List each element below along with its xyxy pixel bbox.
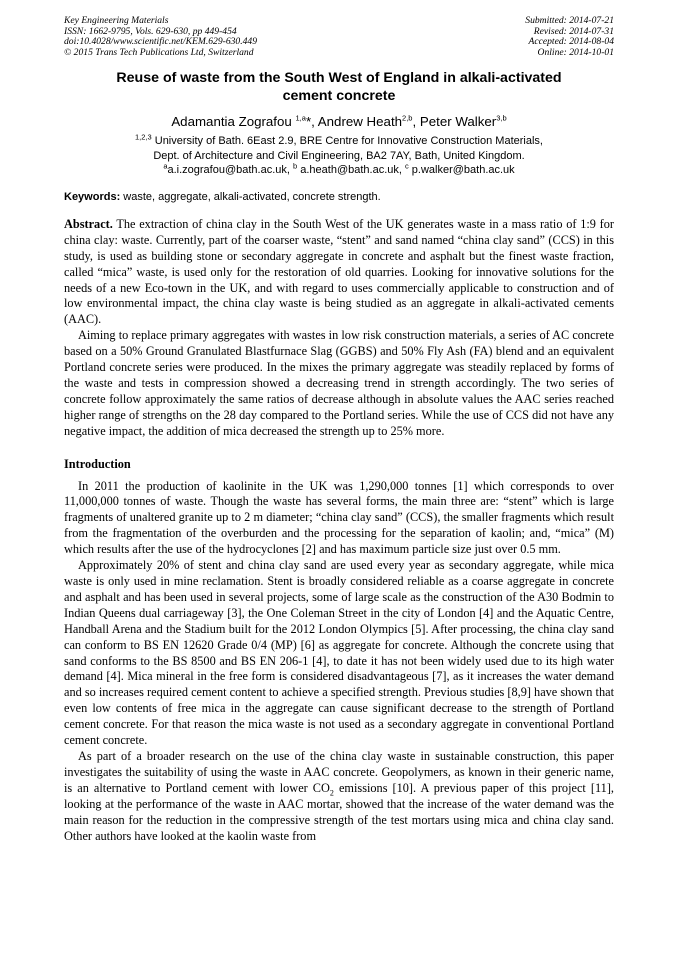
intro-paragraph-3-text-b: emissions [10]. A previous paper of this project [11], looking at the performance of the waste in AAC mortar, showed that the increase of the water demand was the main reason for the reduction in the compressive strength of the test mortars using mica and china clay sand. Other authors have looked at the kaolin waste from — [64, 780, 614, 843]
journal-info — [64, 16, 257, 58]
author-2-name: Andrew Heath — [317, 114, 403, 130]
journal-issn: ISSN: 1662-9795, Vols. 629-630, pp 449-454 — [64, 25, 237, 37]
journal-name: Key Engineering Materials — [64, 15, 169, 26]
abstract-paragraph-2: Aiming to replace primary aggregates with wastes in low risk construction materials, a series of AC concrete based on a 50% Ground Granulated Blastfurnace Slag (GGBS) and 50% Fly Ash (FA) blend and an equivalent Portland concrete series were produced. In the mixes the primary aggregate was steadily replaced by forms of the waste and tests in compression showed a decreasing trend in strength accordingly. The two series of concrete follow approximately the same ratios of decrease although in absolute values the AAC series reached higher range of strengths on the 28 day compared to the Portland series. While the use of CCS did not have any negative impact, the addition of mica decreased the strength up to 25% more. — [64, 328, 614, 438]
email-b-sup: b — [293, 161, 298, 171]
abstract-text-1: The extraction of china clay in the South West of the UK generates waste in a mass ratio of 1:9 for china clay: waste. Currently, part of the coarser waste, “stent” and sand named “china clay sand” (CCS) in this study, is used as building stone or secondary aggregate in concrete and asphalt but the finest waste fraction, called “mica” waste, is used only for the restoration of old quarries. Looking for innovative solutions for the needs of a new Eco-town in the UK, and with regard to uses commercially applicable to construction and of low environmental impact, the china clay waste is being studied as an aggregate in alkali-activated cements (AAC). — [64, 216, 614, 327]
email-b: a.heath@bath.ac.uk, — [297, 164, 405, 177]
date-revised: Revised: 2014-07-31 — [533, 25, 614, 37]
author-1-sup: 1,a — [295, 113, 306, 123]
keywords-label: Keywords: — [64, 190, 121, 203]
author-3-name: Peter Walker — [419, 114, 497, 130]
author-separator: , — [412, 114, 420, 130]
affiliation-line1 — [64, 134, 614, 149]
journal-header — [64, 16, 614, 58]
abstract-label: Abstract. — [64, 216, 113, 231]
paper-title-line1: Reuse of waste from the South West of England in alkali-activated — [116, 70, 562, 87]
abstract-paragraph-1 — [64, 217, 614, 328]
date-online: Online: 2014-10-01 — [537, 46, 614, 58]
keywords-text: waste, aggregate, alkali-activated, concrete strength. — [120, 190, 381, 203]
date-submitted: Submitted: 2014-07-21 — [525, 15, 614, 26]
journal-doi: doi:10.4028/www.scientific.net/KEM.629-630.449 — [64, 36, 258, 48]
introduction-heading: Introduction — [64, 456, 131, 471]
paper-page — [64, 16, 614, 844]
author-1-mark: *, — [305, 114, 318, 130]
author-list — [64, 113, 614, 131]
intro-paragraph-2: Approximately 20% of stent and china clay sand are used every year as secondary aggregate, while mica waste is only used in mine reclamation. Stent is broadly considered reliable as a coarse aggregate in concrete and asphalt and has been used in several projects, some of large scale as the construction of the A30 Bodmin to Indian Queens dual carriageway [3], the One Coleman Street in the city of London [4] and the Aquatic Centre, Handball Arena and the Stadium built for the 2012 London Olympics [5]. After processing, the china clay sand can conform to BS EN 12620 Grade 0/4 (MP) [6] as aggregate for concrete. Although the concrete using that sand conforms to the BS 8500 and BS EN 206-1 [4], to date it has not been widely used due to its high water demand [4]. Mica mineral in the free form is considered disadvantageous [7], as it increases the water demand and so increases required cement content to achieve a specified strength. Previous studies [8,9] have shown that even low contents of free mica in the aggregate can cause significant decrease to the strength of Portland cement concrete. For that reason the mica waste is not used as a secondary aggregate in conventional Portland cement concrete. — [64, 558, 614, 748]
intro-paragraph-1: In 2011 the production of kaolinite in the UK was 1,290,000 tonnes [1] which corresponds to over 11,000,000 tonnes of waste. Though the waste has several forms, the main three are: “stent” which is large fragments of unaltered granite up to 2 m diameter; “china clay sand” (CCS), the smaller fragments which result from the fragmentation of the overburden and the processing for the separation of kaolin; and, “mica” (M) which results after the use of the hydrocyclones [2] and has maximum particle size just over 0.5 mm. — [64, 478, 614, 557]
introduction-body — [64, 479, 614, 845]
affiliation-sup: 1,2,3 — [135, 132, 152, 142]
intro-paragraph-3-text-a: As part of a broader research on the use of the china clay waste in sustainable construction, this paper investigates the suitability of using the waste in AAC concrete. Geopolymers, as known in their generic name, is an alternative to Portland cement with lower CO — [64, 748, 614, 795]
email-a-sup: a — [163, 161, 168, 171]
email-c-sup: c — [404, 161, 409, 171]
author-emails — [64, 163, 614, 178]
email-c: p.walker@bath.ac.uk — [408, 164, 515, 177]
author-1-name: Adamantia Zografou — [171, 114, 296, 130]
author-2-sup: 2,b — [402, 113, 413, 123]
intro-paragraph-3 — [64, 749, 614, 844]
affiliation-line2: Dept. of Architecture and Civil Engineering, BA2 7AY, Bath, United Kingdom. — [153, 149, 525, 162]
keywords — [64, 191, 614, 203]
publication-dates — [525, 16, 614, 58]
paper-title-line2: cement concrete — [282, 88, 396, 105]
date-accepted: Accepted: 2014-08-04 — [528, 36, 614, 48]
journal-copyright: © 2015 Trans Tech Publications Ltd, Switzerland — [64, 46, 254, 58]
author-3-sup: 3,b — [496, 113, 507, 123]
affiliation — [64, 134, 614, 178]
co2-subscript: 2 — [329, 788, 334, 798]
email-a: a.i.zografou@bath.ac.uk, — [167, 164, 294, 177]
affiliation-text-1: University of Bath. 6East 2.9, BRE Centre for Innovative Construction Materials, — [151, 135, 543, 148]
abstract — [64, 217, 614, 440]
paper-title — [64, 69, 614, 105]
